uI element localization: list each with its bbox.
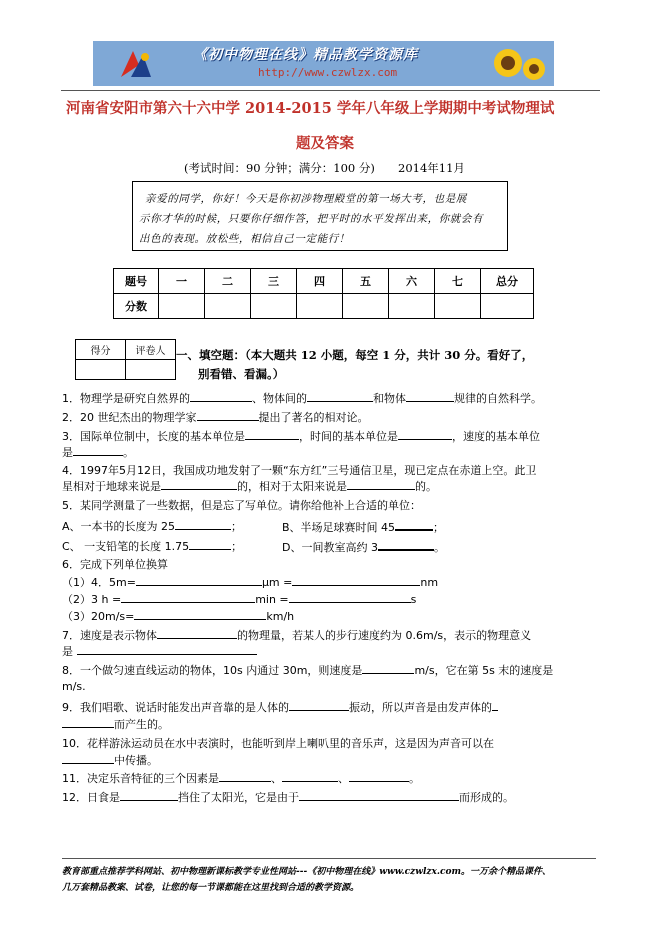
score-input-cell[interactable] xyxy=(481,294,534,319)
question-6-r2: （2）3 h = min = s xyxy=(62,593,417,606)
grader-reviewer-cell[interactable] xyxy=(126,360,176,380)
answer-blank[interactable] xyxy=(282,770,338,782)
section-heading: 一、填空题：（本大题共 12 小题，每空 1 分，共计 30 分。看好了， xyxy=(176,348,534,362)
page-title: 河南省安阳市第六十六中学 2014-2015 学年八年级上学期期中考试物理试 xyxy=(66,100,555,117)
banner-brand: 《初中物理在线》精品教学资源库 xyxy=(193,47,418,63)
table-cell: 七 xyxy=(435,269,481,294)
table-cell: 一 xyxy=(159,269,205,294)
header-rule xyxy=(61,90,600,91)
question-3: 3．国际单位制中，长度的基本单位是 ，时间的基本单位是 ，速度的基本单位 xyxy=(62,430,540,443)
answer-blank[interactable] xyxy=(175,518,231,530)
encouragement-box xyxy=(132,181,508,251)
notice-line: 出色的表现。放松些，相信自己一定能行！ xyxy=(139,233,350,245)
question-1: 1．物理学是研究自然界的 、物体间的 和物体 规律的自然科学。 xyxy=(62,392,542,405)
exam-time-score: (考试时间：90 分钟；满分：100 分) xyxy=(184,161,375,175)
question-6-r1: （1）4．5m= μm = nm xyxy=(62,576,439,589)
grader-table xyxy=(75,339,176,380)
answer-blank[interactable] xyxy=(289,591,411,603)
grader-reviewer-label: 评卷人 xyxy=(126,340,176,360)
banner-url[interactable]: http://www.czwlzx.com xyxy=(258,66,398,79)
answer-blank[interactable] xyxy=(292,574,420,586)
score-input-cell[interactable] xyxy=(297,294,343,319)
question-11: 11．决定乐音特征的三个因素是 、 、 。 xyxy=(62,772,420,785)
question-5: 5．某同学测量了一些数据，但是忘了写单位。请你给他补上合适的单位： xyxy=(62,499,421,512)
question-10-cont: 中传播。 xyxy=(62,752,158,768)
notice-line: 示你才华的时候，只要你仔细作答，把平时的水平发挥出来，你就会有 xyxy=(139,213,484,225)
score-input-cell[interactable] xyxy=(251,294,297,319)
grader-score-label: 得分 xyxy=(76,340,126,360)
answer-blank[interactable] xyxy=(120,789,178,801)
question-5-d: D、一间教室高约 3 。 xyxy=(282,538,445,555)
answer-blank[interactable] xyxy=(136,574,262,586)
answer-blank[interactable] xyxy=(77,643,257,655)
table-cell: 二 xyxy=(205,269,251,294)
answer-blank[interactable] xyxy=(161,478,237,490)
question-3-cont: 是 。 xyxy=(62,446,134,459)
answer-blank[interactable] xyxy=(362,662,414,674)
grader-score-cell[interactable] xyxy=(76,360,126,380)
answer-blank[interactable] xyxy=(157,627,237,639)
score-input-cell[interactable] xyxy=(435,294,481,319)
score-table xyxy=(113,268,534,319)
section-heading-cont: 别看错、看漏。） xyxy=(198,367,285,381)
footer-rule xyxy=(62,858,596,859)
score-table-header-row xyxy=(114,269,534,294)
question-5-b: B、半场足球赛时间 45 ； xyxy=(282,518,444,535)
score-input-cell[interactable] xyxy=(389,294,435,319)
answer-blank[interactable] xyxy=(299,789,459,801)
answer-blank[interactable] xyxy=(378,538,434,551)
question-9: 9．我们唱歌、说话时能发出声音靠的是人体的 振动，所以声音是由发声体的 xyxy=(62,699,498,715)
question-4-cont: 星相对于地球来说是 的，相对于太阳来说是 的。 xyxy=(62,480,437,493)
score-input-cell[interactable] xyxy=(343,294,389,319)
answer-blank[interactable] xyxy=(62,752,114,764)
answer-blank[interactable] xyxy=(307,390,373,402)
answer-blank[interactable] xyxy=(349,770,409,782)
question-8-cont: m/s. xyxy=(62,680,86,693)
table-cell: 四 xyxy=(297,269,343,294)
answer-blank[interactable] xyxy=(245,428,299,440)
question-12: 12．日食是 挡住了太阳光，它是由于 而形成的。 xyxy=(62,791,514,804)
question-6-r3: （3）20m/s= km/h xyxy=(62,610,295,623)
answer-blank[interactable] xyxy=(492,699,498,711)
answer-blank[interactable] xyxy=(73,444,123,456)
question-10: 10．花样游泳运动员在水中表演时，也能听到岸上喇叭里的音乐声，这是因为声音可以在 xyxy=(62,737,494,750)
sunflower-icon xyxy=(486,43,548,85)
answer-blank[interactable] xyxy=(406,390,454,402)
score-input-cell[interactable] xyxy=(159,294,205,319)
question-9-cont: 而产生的。 xyxy=(62,716,169,732)
question-6: 6．完成下列单位换算 xyxy=(62,558,168,571)
table-cell: 三 xyxy=(251,269,297,294)
answer-blank[interactable] xyxy=(219,770,271,782)
answer-blank[interactable] xyxy=(62,716,114,728)
score-table-score-row xyxy=(114,294,534,319)
question-7-cont: 是 xyxy=(62,643,257,659)
table-cell: 总分 xyxy=(481,269,534,294)
site-logo-icon xyxy=(117,47,155,81)
question-2: 2．20 世纪杰出的物理学家 提出了著名的相对论。 xyxy=(62,411,369,424)
answer-blank[interactable] xyxy=(134,608,266,620)
notice-line: 亲爱的同学，你好！今天是你初涉物理殿堂的第一场大考，也是展 xyxy=(145,193,467,205)
footer-line: 教育部重点推荐学科网站、初中物理新课标教学专业性网站---《初中物理在线》www.czwlzx.com。一万余个精品课件、 xyxy=(62,867,552,877)
answer-blank[interactable] xyxy=(189,538,231,550)
question-8: 8．一个做匀速直线运动的物体，10s 内通过 30m，则速度是 m/s，它在第 5s 末的速度是 xyxy=(62,664,554,677)
question-5-c: C、 一支铅笔的长度 1.75 ； xyxy=(62,540,243,553)
table-cell: 分数 xyxy=(114,294,159,319)
answer-blank[interactable] xyxy=(347,478,415,490)
table-cell: 五 xyxy=(343,269,389,294)
page-title-cont: 题及答案 xyxy=(296,135,354,152)
table-cell: 题号 xyxy=(114,269,159,294)
question-4: 4．1997年5月12日，我国成功地发射了一颗“东方红”三号通信卫星，现已定点在赤道上空。此卫 xyxy=(62,464,537,477)
answer-blank[interactable] xyxy=(190,390,252,402)
answer-blank[interactable] xyxy=(197,409,259,421)
answer-blank[interactable] xyxy=(398,428,452,440)
question-7: 7．速度是表示物体 的物理量，若某人的步行速度约为 0.6m/s，表示的物理意义 xyxy=(62,629,532,642)
footer-line: 几万套精品教案、试卷，让您的每一节课都能在这里找到合适的教学资源。 xyxy=(62,883,360,893)
header-banner xyxy=(93,41,554,86)
answer-blank[interactable] xyxy=(289,699,349,711)
question-5-a: A、一本书的长度为 25 ； xyxy=(62,520,243,533)
exam-date: 2014年11月 xyxy=(398,161,465,175)
score-input-cell[interactable] xyxy=(205,294,251,319)
answer-blank[interactable] xyxy=(395,518,433,531)
table-cell: 六 xyxy=(389,269,435,294)
answer-blank[interactable] xyxy=(121,591,255,603)
